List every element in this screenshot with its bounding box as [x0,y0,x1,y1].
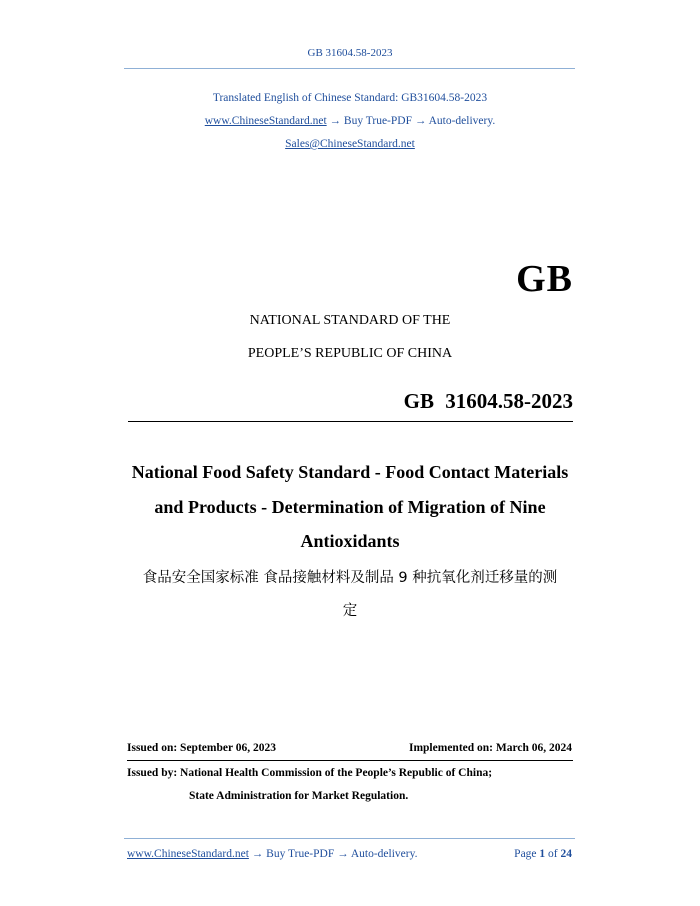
chinese-title-line1: 食品安全国家标准 食品接触材料及制品 9 种抗氧化剂迁移量的测 [142,570,558,586]
code-divider [128,421,573,422]
translation-notice: Translated English of Chinese Standard: GB31604.58-2023 [212,92,488,104]
title-line2: and Products - Determination of Migration of Nine [154,497,546,517]
implemented-on: Implemented on: March 06, 2024 [408,742,572,754]
issue-divider [127,760,573,761]
page-current: 1 [539,848,546,860]
issued-on: Issued on: September 06, 2023 [127,742,276,754]
gb-mark: GB [516,258,573,300]
site-link[interactable]: www.ChineseStandard.net [204,115,327,127]
footer-purchase-line [127,848,417,860]
email-line [0,138,700,150]
purchase-line [0,115,700,127]
page-indicator [514,848,572,860]
page-total: 24 [560,848,572,860]
running-header-title: GB 31604.58-2023 [307,47,393,59]
title-line1: National Food Safety Standard - Food Contact Materials [131,462,569,482]
delivery-text: → Buy True-PDF → Auto-delivery. [329,115,496,127]
issued-by-line1: Issued by: National Health Commission of the People’s Republic of China; [127,767,493,779]
footer-delivery-text: → Buy True-PDF → Auto-delivery. [251,848,418,860]
page-label: Page [514,848,537,860]
national-standard-line2: PEOPLE’S REPUBLIC OF CHINA [247,346,453,361]
standard-code: GB 31604.58-2023 [403,389,573,413]
page-of: of [548,848,558,860]
footer-site-link[interactable]: www.ChineseStandard.net [127,848,249,860]
issued-by-line2: State Administration for Market Regulation. [189,790,409,802]
title-line3: Antioxidants [300,531,400,551]
sales-email-link[interactable]: Sales@ChineseStandard.net [285,138,415,150]
header-divider [124,68,575,69]
chinese-title-line2: 定 [342,603,358,619]
national-standard-line1: NATIONAL STANDARD OF THE [249,313,451,328]
footer-divider [124,838,575,839]
